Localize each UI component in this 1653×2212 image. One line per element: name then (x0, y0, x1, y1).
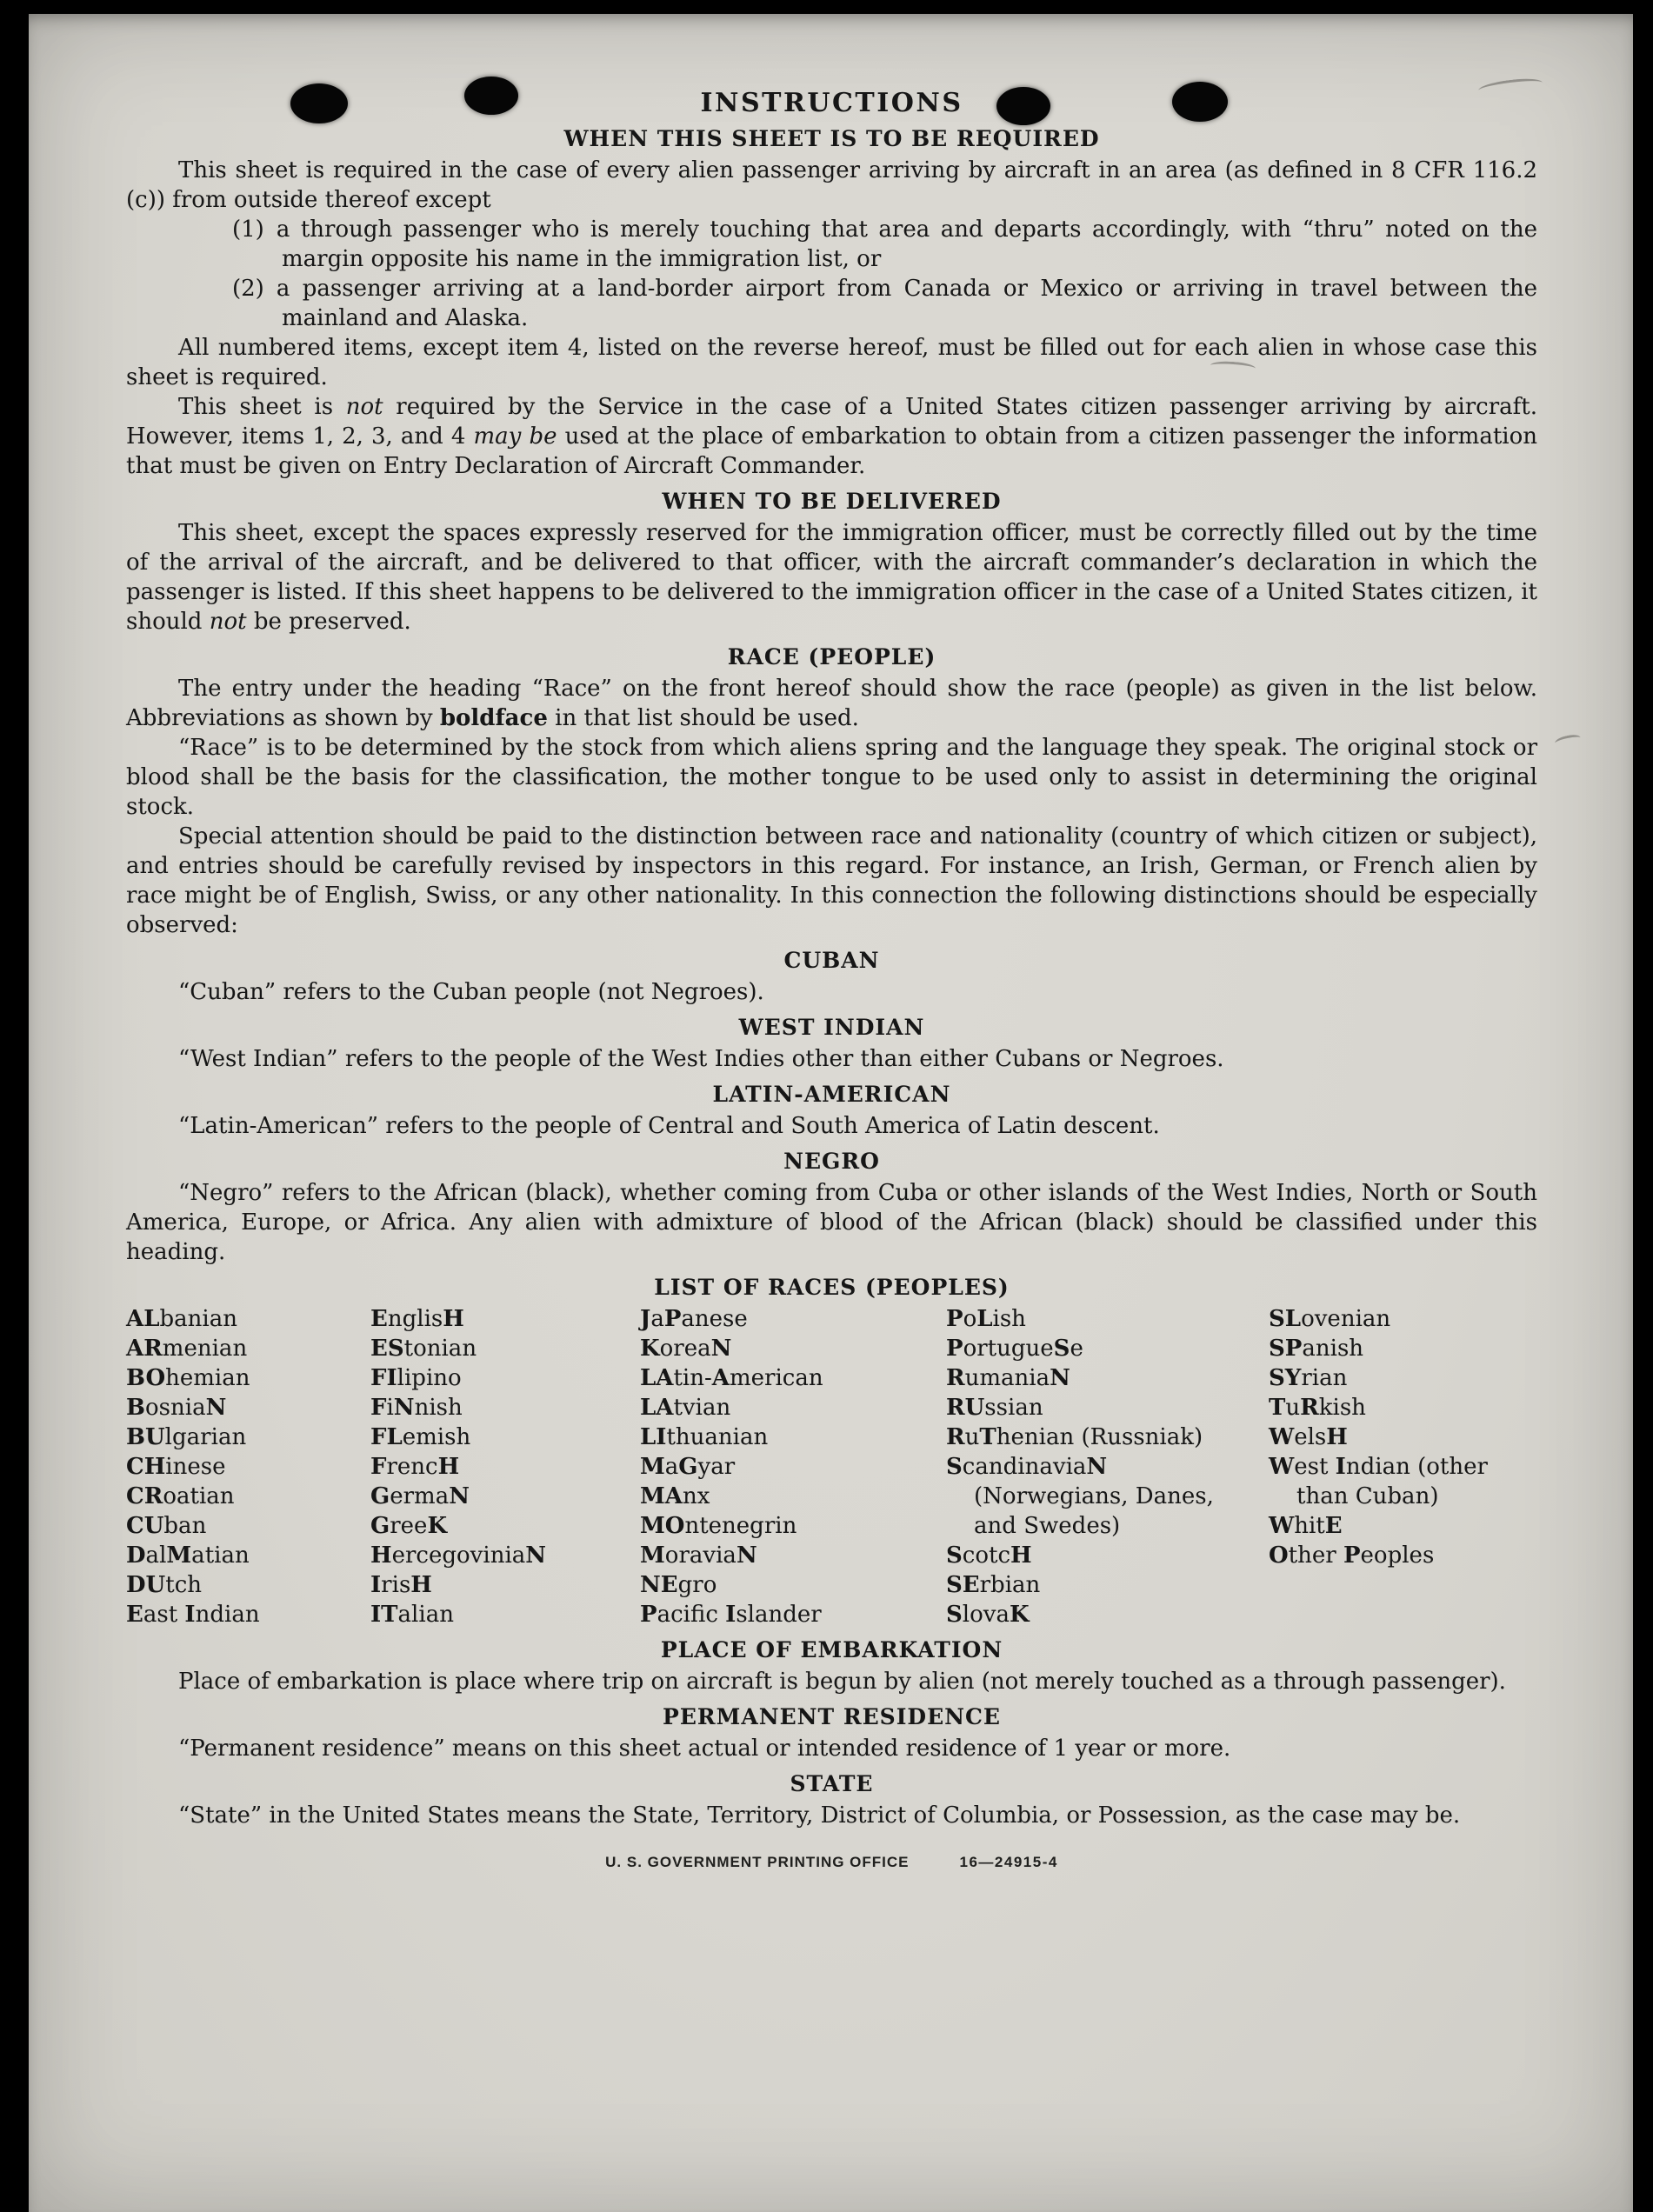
paragraph-cuban (126, 977, 1537, 1007)
race-item: West Indian (other than Cuban) (1269, 1454, 1488, 1509)
race-item: LAtvian (640, 1395, 731, 1421)
paragraph-west-indian (126, 1044, 1537, 1074)
paragraph-text: All numbered items, except item 4, listed on the reverse hereof, must be filled out for each alien in whose case this sheet is required. (126, 335, 1537, 390)
race-item: Pacifc Islander (640, 1602, 822, 1628)
paragraph-delivered (126, 518, 1537, 636)
race-item: FrencH (370, 1454, 460, 1480)
paragraph-state (126, 1801, 1537, 1830)
paragraph-text: required by the Service in the case of a United States citizen passenger arriving by aircraft. However, items 1, 2, 3, and 4 (126, 394, 1537, 450)
race-item: TuRkish (1269, 1395, 1366, 1421)
paragraph-text: “Permanent residence” means on this sheet actual or intended residence of 1 year or more. (178, 1736, 1231, 1762)
race-item: GermaN (370, 1483, 470, 1509)
paragraph-text: be preserved. (246, 609, 411, 635)
race-item: SErbian (946, 1572, 1041, 1598)
race-item: GreeK (370, 1513, 448, 1539)
race-item: DalMatian (126, 1542, 250, 1569)
paragraph-text: in that list should be used. (547, 705, 859, 731)
section-heading-embarkation: PLACE OF EMBARKATION (660, 1637, 1003, 1662)
section-heading-latin-american: LATIN-AMERICAN (712, 1082, 951, 1107)
paragraph-text: “West Indian” refers to the people of the West Indies other than either Cubans or Negroes. (178, 1046, 1224, 1072)
race-item: BUlgarian (126, 1424, 247, 1450)
form-code: 16—24915-4 (959, 1854, 1058, 1870)
paragraph-text: Place of embarkation is place where trip on aircraft is begun by alien (not merely touched as a through passenger). (178, 1669, 1506, 1695)
race-item: Other Peoples (1269, 1542, 1435, 1569)
race-column (640, 1304, 946, 1629)
section-heading-residence: PERMANENT RESIDENCE (663, 1704, 1001, 1729)
race-item: ScandinaviaN (Norwegians, Danes, and Swedes) (946, 1454, 1214, 1539)
section-heading-west-indian: WEST INDIAN (738, 1015, 925, 1040)
race-item: LIthuanian (640, 1424, 769, 1450)
punch-hole (464, 77, 518, 115)
section-heading-when-required: WHEN THIS SHEET IS TO BE REQUIRED (563, 126, 1100, 151)
punch-hole (1172, 82, 1228, 122)
section-heading-when-delivered: WHEN TO BE DELIVERED (662, 489, 1002, 514)
section-heading-cuban: CUBAN (783, 948, 880, 973)
section-heading-negro: NEGRO (783, 1149, 880, 1174)
item-text: a passenger arriving at a land-border airport from Canada or Mexico or arriving in travel between the mainland and Alaska. (276, 276, 1537, 331)
numbered-item-1 (126, 215, 1537, 274)
paragraph-residence (126, 1734, 1537, 1763)
race-item: LAtin-American (640, 1365, 823, 1391)
paragraph-text: This sheet is required in the case of every alien passenger arriving by aircraft in an area (as defined in 8 CFR 116.2 (c)) from outside thereof except (126, 157, 1537, 213)
punch-hole (996, 87, 1050, 125)
paragraph-all-items (126, 333, 1537, 392)
race-item: BOhemian (126, 1365, 250, 1391)
race-item: RUssian (946, 1395, 1043, 1421)
bold-text: boldface (439, 705, 548, 731)
race-item: SYrian (1269, 1365, 1348, 1391)
item-text: a through passenger who is merely touching that area and departs accordingly, with “thru” noted on the margin opposite his name in the immigration list, or (276, 217, 1537, 272)
paragraph-negro (126, 1178, 1537, 1267)
paragraph-text: “Latin-American” refers to the people of Central and South America of Latin descent. (178, 1113, 1160, 1139)
numbered-item-2 (126, 274, 1537, 333)
race-item: NEgro (640, 1572, 717, 1598)
race-item: RuThenian (Russniak) (946, 1424, 1203, 1450)
race-item: PortugueSe (946, 1336, 1083, 1362)
paper-sheet (29, 14, 1633, 2212)
paragraph-race-3 (126, 822, 1537, 940)
race-item: SLovenian (1269, 1306, 1391, 1332)
paragraph-text: used at the place of embarkation to obtain from a citizen passenger the information that must be given on Entry Declaration of Aircraft Commander. (126, 423, 1537, 479)
italic-text: not (345, 394, 383, 420)
race-item: ScotcH (946, 1542, 1032, 1569)
paragraph-race-1 (126, 674, 1537, 733)
race-item: MaGyar (640, 1454, 736, 1480)
paragraph-text: This sheet, except the spaces expressly reserved for the immigration officer, must be correctly filled out by the time of the arrival of the aircraft, and be delivered to that officer, with the aircraft commander’s declaration in which the passenger is listed. If this sheet happens to be delivered to the immigration officer in the case of a United States citizen, it should (126, 520, 1537, 635)
paragraph-text: “Race” is to be determined by the stock from which aliens spring and the language they speak. The original stock or blood shall be the basis for the classification, the mother tongue to be used only to assist in determining the original stock. (126, 735, 1537, 820)
paragraph-text: This sheet is (178, 394, 346, 420)
section-heading-races-list: LIST OF RACES (PEOPLES) (654, 1275, 1010, 1300)
paragraph-text: Special attention should be paid to the distinction between race and nationality (country of which citizen or subject), and entries should be carefully revised by inspectors in this regard. For instance, an Irish, German, or French alien by race might be of English, Swiss, or any other nationality. In this connection the following distinctions should be especially observed: (126, 823, 1537, 938)
printer-name: U. S. GOVERNMENT PRINTING OFFICE (605, 1854, 910, 1870)
race-column (1269, 1304, 1537, 1629)
race-item: WelsH (1269, 1424, 1348, 1450)
paragraph-race-2 (126, 733, 1537, 822)
race-item: WhitE (1269, 1513, 1343, 1539)
race-item: SlovaK (946, 1602, 1030, 1628)
race-item: MOntenegrin (640, 1513, 797, 1539)
item-number: (1) (232, 217, 264, 243)
item-number: (2) (232, 276, 264, 302)
italic-text: may be (473, 423, 557, 450)
race-item: JaPanese (640, 1306, 748, 1332)
printing-office-footer (126, 1848, 1537, 1877)
race-item: FIlipino (370, 1365, 462, 1391)
race-item: IrisH (370, 1572, 432, 1598)
race-item: MoraviaN (640, 1542, 757, 1569)
italic-text: not (209, 609, 247, 635)
race-column (126, 1304, 370, 1629)
race-item: BosniaN (126, 1395, 227, 1421)
page-title: INSTRUCTIONS (700, 88, 963, 118)
paragraph-citizen (126, 392, 1537, 481)
paragraph-embarkation (126, 1667, 1537, 1696)
race-item: FiNnish (370, 1395, 463, 1421)
section-heading-race: RACE (PEOPLE) (727, 644, 936, 670)
race-item: EnglisH (370, 1306, 464, 1332)
page-content (126, 89, 1537, 1877)
race-item: East Indian (126, 1602, 260, 1628)
race-item: HercegoviniaN (370, 1542, 547, 1569)
race-item: KoreaN (640, 1336, 732, 1362)
race-item: PoLish (946, 1306, 1026, 1332)
race-item: RumaniaN (946, 1365, 1070, 1391)
race-item: ITalian (370, 1602, 454, 1628)
paragraph-required-intro (126, 156, 1537, 215)
race-column (946, 1304, 1269, 1629)
paragraph-text: The entry under the heading “Race” on the front hereof should show the race (people) as given in the list below. Abbreviations as shown by (126, 676, 1537, 731)
race-item: ARmenian (126, 1336, 248, 1362)
paragraph-latin-american (126, 1111, 1537, 1141)
paragraph-text: “Negro” refers to the African (black), whether coming from Cuba or other islands of the West Indies, North or South America, Europe, or Africa. Any alien with admixture of blood of the African (black) should be classified under this heading. (126, 1180, 1537, 1265)
race-item: CUban (126, 1513, 207, 1539)
race-item: DUtch (126, 1572, 202, 1598)
races-list (126, 1304, 1537, 1629)
race-item: MAnx (640, 1483, 710, 1509)
race-column (370, 1304, 640, 1629)
race-item: CRoatian (126, 1483, 235, 1509)
race-item: EStonian (370, 1336, 477, 1362)
paragraph-text: “State” in the United States means the State, Territory, District of Columbia, or Possession, as the case may be. (178, 1802, 1461, 1829)
race-item: ALbanian (126, 1306, 237, 1332)
race-item: CHinese (126, 1454, 226, 1480)
section-heading-state: STATE (790, 1771, 874, 1796)
race-item: SPanish (1269, 1336, 1364, 1362)
race-item: FLemish (370, 1424, 471, 1450)
paragraph-text: “Cuban” refers to the Cuban people (not Negroes). (178, 979, 764, 1005)
punch-hole (290, 83, 348, 123)
